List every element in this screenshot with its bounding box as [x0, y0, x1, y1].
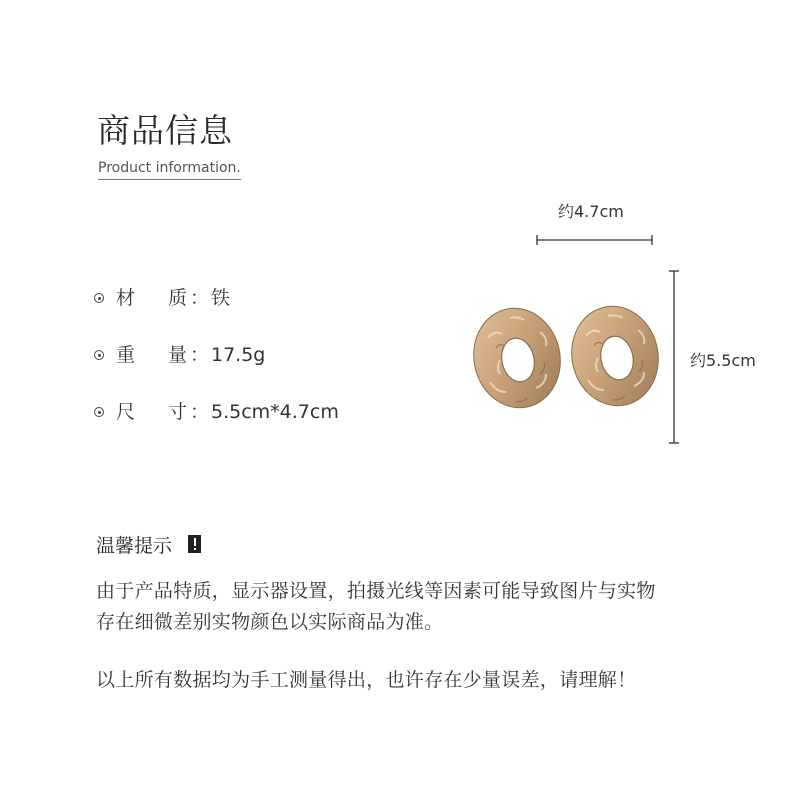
page-title: 商品信息	[97, 111, 233, 150]
page-subtitle: Product information.	[98, 160, 241, 180]
spec-colon: ：	[190, 287, 210, 309]
notice-line-3: 以上所有数据均为手工测量得出，也许存在少量误差，请理解！	[96, 669, 637, 691]
spec-label-char-1: 材	[116, 287, 136, 309]
spec-value: 17.5g	[211, 344, 266, 366]
spec-value: 5.5cm*4.7cm	[211, 401, 339, 423]
spec-label-char-2: 量	[168, 344, 188, 366]
spec-colon: ：	[190, 401, 210, 423]
spec-label-char-1: 重	[116, 344, 136, 366]
spec-label-char-2: 寸	[168, 401, 188, 423]
height-dimension-label: 约5.5cm	[690, 351, 756, 370]
width-dimension-line	[530, 230, 660, 250]
bullet-icon	[94, 293, 104, 303]
notice-title: 温馨提示	[96, 535, 173, 557]
earrings-image	[460, 290, 670, 430]
earring-right	[563, 298, 668, 414]
notice-line-1: 由于产品特质，显示器设置，拍摄光线等因素可能导致图片与实物	[96, 580, 656, 602]
earring-left	[465, 300, 570, 416]
spec-value: 铁	[211, 287, 231, 309]
spec-colon: ：	[190, 344, 210, 366]
bullet-icon	[94, 407, 104, 417]
spec-label-char-2: 质	[168, 287, 188, 309]
notice-line-2: 存在细微差别实物颜色以实际商品为准。	[96, 611, 444, 633]
bullet-icon	[94, 350, 104, 360]
width-dimension-label: 约4.7cm	[558, 202, 624, 221]
spec-label-char-1: 尺	[116, 401, 136, 423]
warning-icon	[188, 535, 201, 553]
